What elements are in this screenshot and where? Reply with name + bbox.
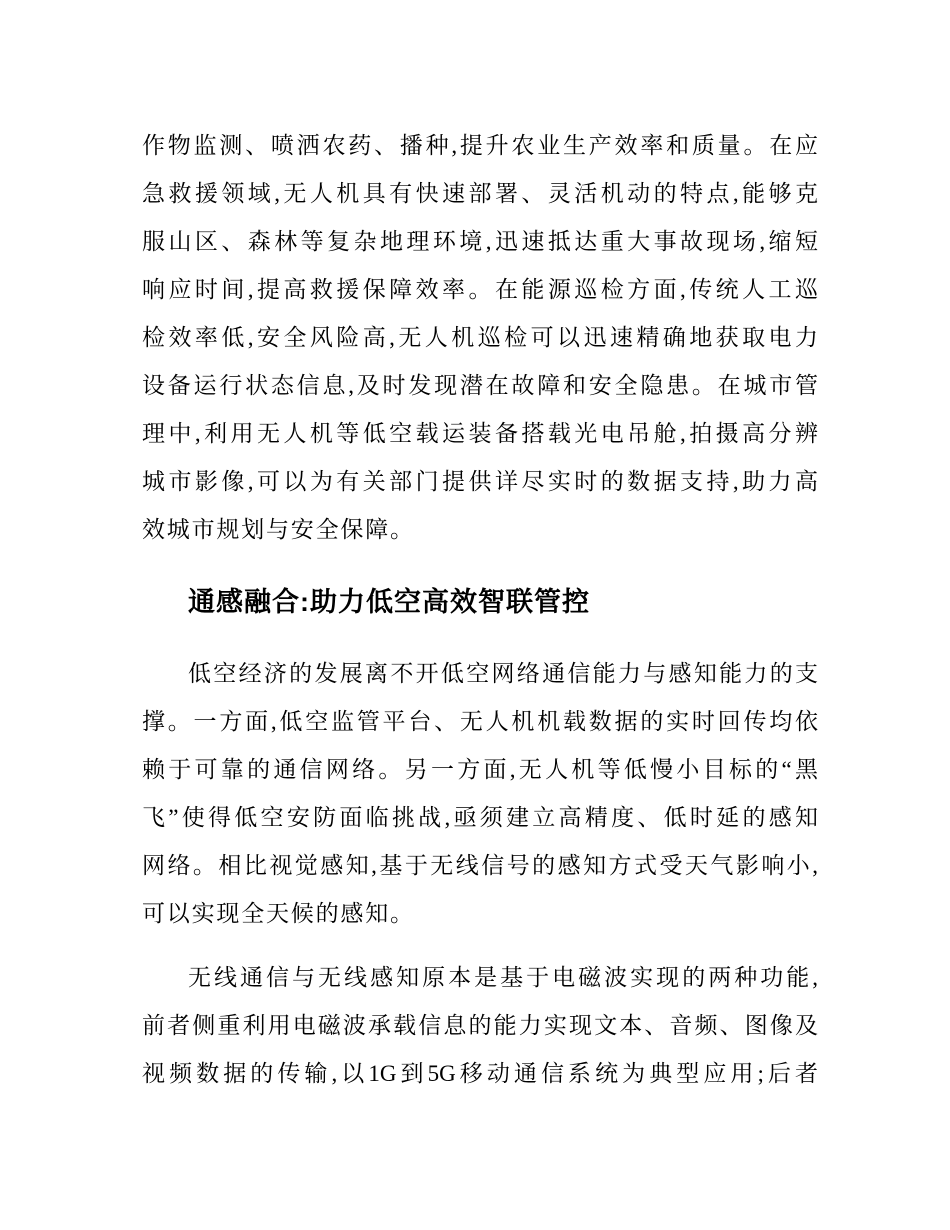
text-line: 前者侧重利用电磁波承载信息的能力实现文本、音频、图像及 bbox=[142, 1013, 818, 1038]
text-line: 响应时间,提高救援保障效率。在能源巡检方面,传统人工巡 bbox=[142, 277, 818, 302]
text-line: 设备运行状态信息,及时发现潜在故障和安全隐患。在城市管 bbox=[142, 373, 818, 398]
text-line: 撑。一方面,低空监管平台、无人机机载数据的实时回传均依 bbox=[142, 709, 818, 734]
text-line: 效城市规划与安全保障。 bbox=[142, 517, 415, 542]
text-line: 服山区、森林等复杂地理环境,迅速抵达重大事故现场,缩短 bbox=[142, 229, 818, 254]
text-line: 无线通信与无线感知原本是基于电磁波实现的两种功能, bbox=[188, 965, 818, 990]
text-line: 作物监测、喷洒农药、播种,提升农业生产效率和质量。在应 bbox=[142, 133, 818, 158]
text-line: 低空经济的发展离不开低空网络通信能力与感知能力的支 bbox=[188, 661, 818, 686]
text-line: 城市影像,可以为有关部门提供详尽实时的数据支持,助力高 bbox=[142, 469, 818, 494]
text-line: 赖于可靠的通信网络。另一方面,无人机等低慢小目标的“黑 bbox=[142, 757, 818, 782]
text-line: 理中,利用无人机等低空载运装备搭载光电吊舱,拍摄高分辨 bbox=[142, 421, 818, 446]
paragraph-sensing-need bbox=[142, 650, 818, 938]
paragraph-comm-vs-sensing bbox=[142, 954, 818, 1098]
text-line: 检效率低,安全风险高,无人机巡检可以迅速精确地获取电力 bbox=[142, 325, 818, 350]
text-line: 可以实现全天候的感知。 bbox=[142, 901, 415, 926]
text-line: 飞”使得低空安防面临挑战,亟须建立高精度、低时延的感知 bbox=[142, 805, 818, 830]
text-line: 视频数据的传输,以1G到5G移动通信系统为典型应用;后者 bbox=[142, 1061, 818, 1086]
text-line: 网络。相比视觉感知,基于无线信号的感知方式受天气影响小, bbox=[142, 853, 818, 878]
section-heading: 通感融合:助力低空高效智联管控 bbox=[188, 587, 590, 617]
text-line: 急救援领域,无人机具有快速部署、灵活机动的特点,能够克 bbox=[142, 181, 818, 206]
paragraph-applications bbox=[142, 122, 818, 554]
